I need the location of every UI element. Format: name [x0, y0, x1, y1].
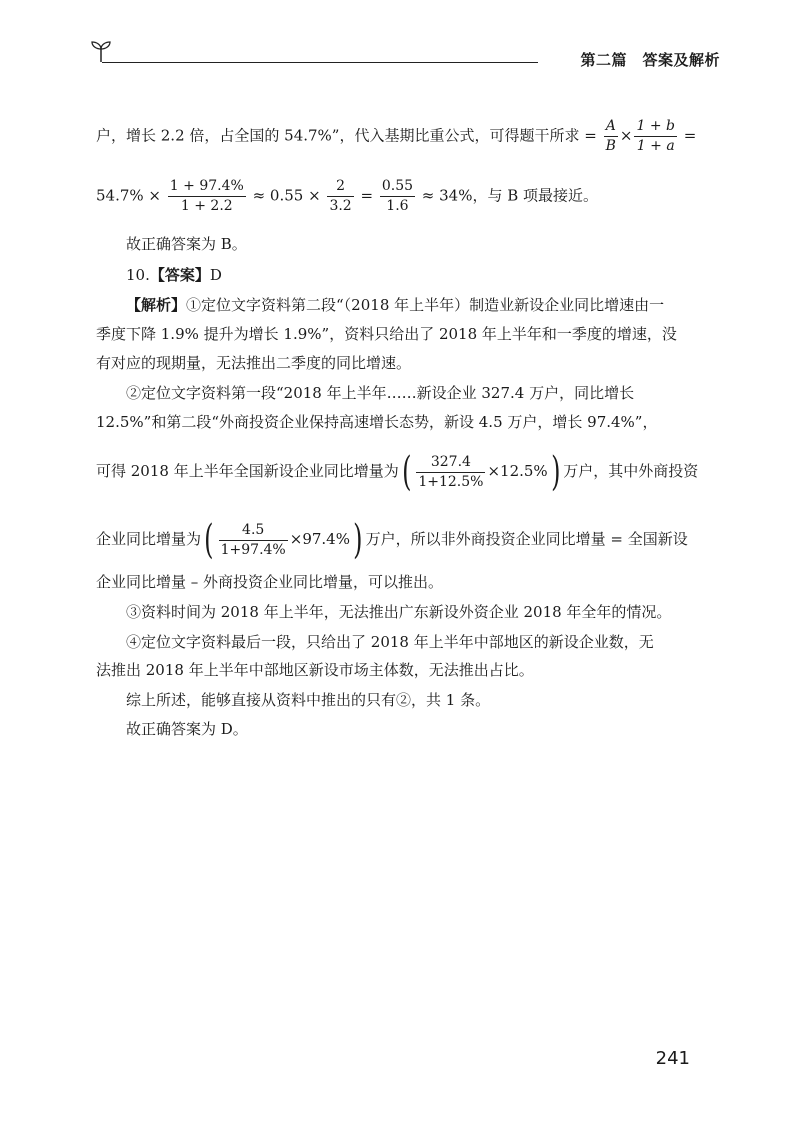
- text-line-3: 故正确答案为 B。: [126, 235, 247, 253]
- answer-value: D: [209, 266, 222, 284]
- text-line-1: [96, 118, 696, 155]
- fraction: [634, 118, 677, 155]
- denominator: 1+97.4%: [220, 541, 286, 558]
- text-line-13: ③资料时间为 2018 年上半年，无法推出广东新设外资企业 2018 年全年的情况。: [126, 603, 672, 621]
- paren-right: ): [353, 517, 363, 563]
- text: 54.7% ×: [96, 186, 161, 205]
- text-line-8: ②定位文字资料第一段“2018 年上半年……新设企业 327.4 万户，同比增长: [126, 384, 635, 402]
- text-line-14: ④定位文字资料最后一段，只给出了 2018 年上半年中部地区的新设企业数，无: [126, 633, 654, 651]
- paren-left: (: [204, 517, 214, 563]
- text-line-6: 季度下降 1.9% 提升为增长 1.9%”，资料只给出了 2018 年上半年和一季度的增速，没: [96, 325, 677, 343]
- text: 企业同比增量为: [96, 530, 202, 548]
- analysis-label: 【解析】: [126, 296, 187, 314]
- numerator: 327.4: [416, 454, 485, 473]
- numerator: A: [604, 118, 618, 137]
- text-line-7: 有对应的现期量，无法推出二季度的同比增速。: [96, 354, 412, 372]
- text-line-15: 法推出 2018 年上半年中部地区新设市场主体数，无法推出占比。: [96, 661, 534, 679]
- numerator: 1 + 97.4%: [168, 178, 246, 197]
- numerator: 0.55: [380, 178, 415, 197]
- fraction: [604, 118, 618, 155]
- text: 万户，其中外商投资: [563, 462, 699, 480]
- fraction: [380, 178, 415, 215]
- text-line-9: 12.5%”和第二段“外商投资企业保持高速增长态势，新设 4.5 万户，增长 97.4%”，: [96, 413, 658, 431]
- denominator: 1.6: [386, 198, 409, 214]
- text-line-17: 故正确答案为 D。: [126, 720, 248, 738]
- denominator: 1+12.5%: [418, 473, 484, 490]
- denominator: 1 + 2.2: [180, 198, 233, 214]
- numerator: 4.5: [219, 522, 288, 541]
- text-line-11: [96, 517, 688, 563]
- text: ×: [619, 126, 633, 145]
- text: ≈ 34%，与 B 项最接近。: [421, 186, 599, 205]
- header-rule: [102, 62, 538, 63]
- text: 万户，所以非外商投资企业同比增量 = 全国新设: [365, 530, 688, 548]
- text: 可得 2018 年上半年全国新设企业同比增量为: [96, 462, 399, 480]
- text-line-5: [126, 295, 664, 315]
- denominator: B: [605, 138, 616, 154]
- text: 户，增长 2.2 倍，占全国的 54.7%”，代入基期比重公式，可得题干所求 =: [96, 126, 597, 145]
- numerator: 2: [327, 178, 353, 197]
- question-number: 10.: [126, 266, 150, 284]
- fraction: [168, 178, 246, 215]
- numerator: 1 + b: [634, 118, 677, 137]
- text-line-10: [96, 449, 699, 495]
- answer-10: [126, 265, 222, 285]
- text: =: [683, 126, 697, 145]
- denominator: 3.2: [329, 198, 352, 214]
- paren-right: ): [550, 449, 561, 495]
- paren-left: (: [401, 449, 412, 495]
- text: ≈ 0.55 ×: [252, 186, 321, 205]
- text-line-16: 综上所述，能够直接从资料中推出的只有②，共 1 条。: [126, 691, 491, 709]
- fraction: [219, 522, 288, 559]
- denominator: 1 + a: [636, 138, 675, 154]
- text: =: [360, 186, 374, 205]
- answer-label: 【答案】: [149, 266, 210, 284]
- fraction: [327, 178, 353, 215]
- page-header: [88, 38, 720, 74]
- fraction: [416, 454, 485, 491]
- header-title: 第二篇 答案及解析: [580, 51, 720, 69]
- text: ①定位文字资料第二段“（2018 年上半年）制造业新设企业同比增速由一: [186, 296, 665, 314]
- page-number: 241: [655, 1048, 690, 1069]
- sprout-icon: [88, 38, 114, 64]
- text-line-12: 企业同比增量 – 外商投资企业同比增量，可以推出。: [96, 573, 444, 591]
- text-line-2: [96, 178, 598, 215]
- text: ×12.5%: [487, 462, 548, 480]
- text: ×97.4%: [289, 530, 350, 548]
